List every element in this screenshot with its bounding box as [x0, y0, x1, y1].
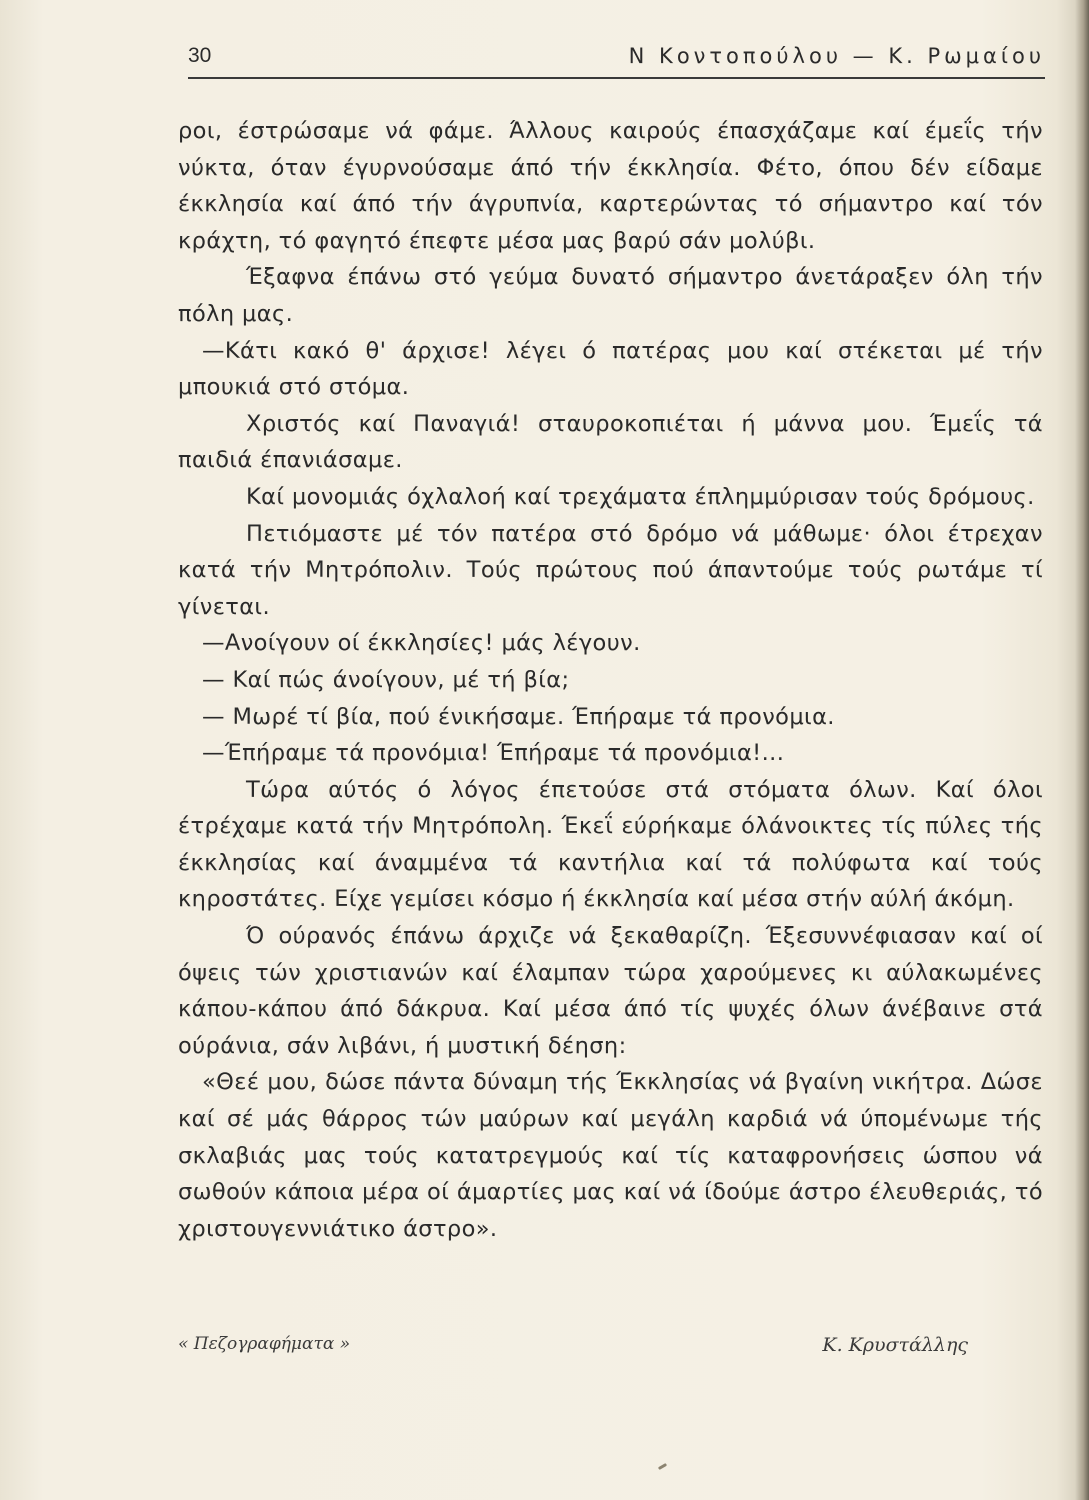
page-number: 30	[188, 44, 212, 67]
dialogue-line: —Έπήραμε τά προνόμια! Έπήραμε τά προνόμια!...	[202, 740, 785, 767]
header-rule	[188, 77, 1045, 79]
page-footer	[178, 1334, 968, 1366]
paragraph: ροι, έστρώσαμε νά φάμε. Άλλους καιρούς έπασχάζαμε καί έμεΐς τήν νύκτα, όταν έγυρνούσαμε άπό τήν έκκλησία. Φέτο, όπου δέν είδαμε έκκλησία καί άπό τήν άγρυπνία, καρτερώντας τό σήμαντρο καί τόν κράχτη, τό φαγητό έπεφτε μέσα μας βαρύ σάν μολύβι.	[178, 118, 1043, 254]
paragraph: Καί μονομιάς όχλαλοή καί τρεχάματα έπλημμύρισαν τούς δρόμους.	[246, 483, 1035, 510]
dialogue-line: — Καί πώς άνοίγουν, μέ τή βία;	[202, 666, 570, 693]
author-signature: Κ. Κρυστάλλης	[822, 1334, 968, 1356]
dialogue-line: — Μωρέ τί βία, πού ένικήσαμε. Έπήραμε τά προνόμια.	[202, 703, 835, 730]
body-text	[178, 113, 1043, 1247]
paragraph: Έξαφνα έπάνω στό γεύμα δυνατό σήμαντρο άνετάραξεν όλη τήν πόλη μας.	[178, 264, 1043, 327]
paper-speck	[658, 1463, 667, 1470]
paragraph: —Κάτι κακό θ' άρχισε! λέγει ό πατέρας μου καί στέκεται μέ τήν μπουκιά στό στόμα.	[178, 337, 1043, 401]
paragraph: «Θεέ μου, δώσε πάντα δύναμη τής Έκκλησίας νά βγαίνη νικήτρα. Δώσε καί σέ μάς θάρρος τών μαύρων καί μεγάλη καρδιά νά ύπομένωμε τής σκλαβιάς μας τούς κατατρεγμούς καί τίς καταφρονήσεις ώσπου νά σωθούν κάποια μέρα οί άμαρτίες μας καί νά ίδούμε άστρο έλευθεριάς, τό χριστουγεννιάτικο άστρο».	[178, 1069, 1043, 1242]
page-header	[188, 42, 1045, 74]
page-edge-shadow	[1075, 0, 1089, 1500]
paragraph: Τώρα αύτός ό λόγος έπετούσε στά στόματα όλων. Καί όλοι έτρέχαμε κατά τήν Μητρόπολη. Έκεΐ εύρήκαμε όλάνοικτες τίς πύλες τής έκκλησίας καί άναμμένα τά καντήλια καί τά πολύφωτα καί τούς κηροστάτες. Είχε γεμίσει κόσμο ή έκκλησία καί μέσα στήν αύλή άκόμη.	[178, 776, 1043, 913]
source-title: « Πεζογραφήματα »	[178, 1334, 351, 1354]
paragraph: Ό ούρανός έπάνω άρχιζε νά ξεκαθαρίζη. Έξεσυννέφιασαν καί οί όψεις τών χριστιανών καί έλαμπαν τώρα χαρούμενες κι αύλακωμένες κάπου-κάπου άπό δάκρυα. Καί μέσα άπό τίς ψυχές όλων άνέβαινε στά ούράνια, σάν λιβάνι, ή μυστική δέηση:	[178, 923, 1043, 1059]
running-head: Ν Κοντοπούλου — Κ. Ρωμαίου	[628, 44, 1045, 68]
dialogue-line: —Ανοίγουν οί έκκλησίες! μάς λέγουν.	[202, 630, 641, 657]
paragraph: Πετιόμαστε μέ τόν πατέρα στό δρόμο νά μάθωμε· όλοι έτρεχαν κατά τήν Μητρόπολιν. Τούς πρώτους πού άπαντούμε τούς ρωτάμε τί γίνεται.	[178, 520, 1043, 620]
paragraph: Χριστός καί Παναγιά! σταυροκοπιέται ή μάννα μου. Έμεΐς τά παιδιά έπανιάσαμε.	[178, 410, 1043, 474]
